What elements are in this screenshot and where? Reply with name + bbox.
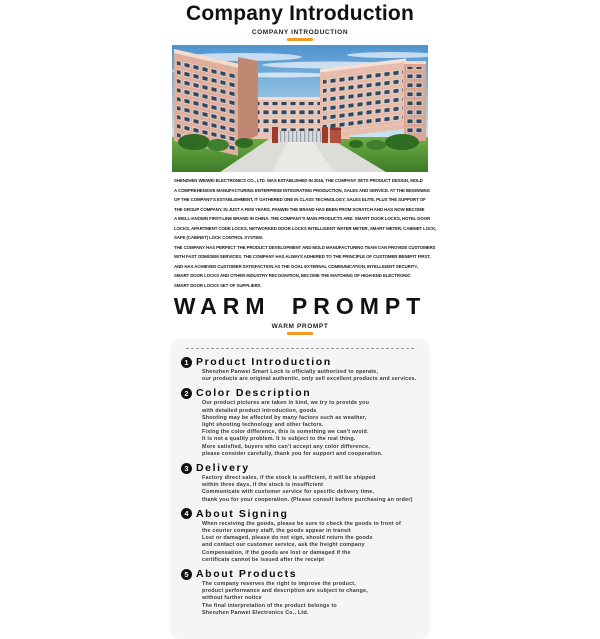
body-line: our products are original authentic, only sell excellent products and services. — [202, 376, 417, 383]
intro-line: AND HAS ACHIEVED CUSTOMER SATISFACTION AS THE GOAL EXTERNAL COMMUNICATION, INTELLIGENT SECURITY, — [174, 263, 418, 269]
body-line: certificate cannot be issued after the receipt — [202, 556, 325, 563]
factory-photo-illustration — [172, 45, 428, 172]
intro-line: LOCKS, APARTMENT CODE LOCKS, NETWORKED DOOR LOCKS INTELLIGENT WATER METER, SMART METER, CABINET LOCK, — [174, 225, 437, 231]
body-line: More satisfied, buyers who can't accept any color difference, — [202, 443, 371, 450]
prompt-item-about-signing — [176, 508, 424, 564]
numbered-circle-icon: 1 — [181, 357, 192, 368]
dashed-divider — [186, 348, 414, 349]
body-line: Communicate with customer service for specific delivery time, — [202, 489, 375, 496]
body-line: Lost or damaged, please do not sign, should return the goods — [202, 535, 373, 542]
intro-line: THE GROUP COMPANY, IN JUST A FEW YEARS, PANWEI THE BRAND HAS BEEN FROM SCRATCH AND HAS NOW BECOME — [174, 206, 425, 212]
intro-line: A COMPREHENSIVE MANUFACTURING ENTERPRISE INTEGRATING PRODUCTION, SALES AND SERVICE. AT THE BEGINNING — [174, 187, 430, 193]
intro-line: SMART DOOR LOCKS SET OF SUPPLIERS — [174, 282, 261, 288]
body-line: thank you for your cooperation. (Please consult before purchasing an order) — [202, 496, 413, 503]
body-line: Shenzhen Panwei Electronics Co., Ltd. — [202, 609, 309, 616]
body-line: please consider carefully, thank you for support and cooperation. — [202, 450, 383, 457]
body-line: the courier company staff, the goods appear in transit — [202, 528, 351, 535]
right-building — [320, 58, 406, 139]
prompt-item-color-description — [176, 387, 424, 458]
numbered-circle-icon: 5 — [181, 569, 192, 580]
body-line: The final interpretation of the product belongs to — [202, 602, 337, 609]
body-line: and contact our customer service, ask the freight company — [202, 542, 365, 549]
body-line: within three days, if the stock is insufficient — [202, 482, 324, 489]
prompt-item-product-introduction — [176, 356, 424, 383]
item-heading: Product Introduction — [196, 356, 332, 368]
body-line: The company reserves the right to improve the product, — [202, 581, 356, 588]
body-line: It is not a quality problem. It is subject to the real thing. — [202, 436, 356, 443]
intro-line: THE COMPANY HAS PERFECT THE PRODUCT DEVELOPMENT AND MOLD MANUFACTURING TEAM CAN PROVIDE CUSTOMERS — [174, 244, 436, 250]
numbered-circle-icon: 4 — [181, 508, 192, 519]
warm-prompt-subtitle: WARM PROMPT — [271, 323, 329, 330]
intro-line: SMART DOOR LOCKS AND OTHER INDUSTRY RECOGNITION, BECOME THE MATCHING OF HIGH-END ELECTRONIC — [174, 273, 411, 278]
prompt-item-about-products — [176, 568, 424, 617]
intro-line: A WELL-KNOWN FIRST-LINE BRAND IN CHINA. THE COMPANY'S MAIN PRODUCTS ARE: SMART DOOR LOCKS, HOTEL DOOR — [174, 216, 431, 221]
body-line: Factory direct sales, if the stock is sufficient, it will be shipped — [202, 475, 376, 482]
factory-photo — [172, 45, 428, 172]
body-line: Fixing the color difference, this is something we can't avoid. — [202, 429, 369, 436]
item-heading: Delivery — [196, 462, 250, 475]
body-line: Shenzhen Panwei Smart Lock is officially authorized to operate, — [202, 369, 379, 375]
page-title: Company Introduction — [186, 2, 414, 25]
body-line: without further notice — [202, 595, 262, 602]
body-line: Shooting may be affected by many factors such as weather, — [202, 414, 367, 421]
intro-line: SHENZHEN WEIWEI ELECTRONICS CO., LTD. WAS ESTABLISHED IN 2016, THE COMPANY SETS PRODUCT DESIGN, MOLD — [174, 178, 423, 183]
right-tower — [404, 61, 426, 141]
body-line: with detailed product introduction, goods — [202, 407, 317, 414]
item-heading: Color Description — [196, 387, 312, 400]
body-line: product performance and description are subject to change, — [202, 588, 368, 595]
warm-prompt-title: WARM PROMPT — [173, 293, 427, 319]
warm-prompt-panel — [170, 339, 430, 639]
body-line: Compensation, if the goods are lost or damaged if the — [202, 549, 351, 556]
item-heading: About Signing — [196, 507, 289, 520]
accent-underline — [287, 38, 313, 41]
body-line: light shooting technology and other factors. — [202, 422, 324, 429]
numbered-circle-icon: 3 — [181, 463, 192, 474]
prompt-item-delivery — [176, 462, 424, 504]
left-building-side — [238, 57, 258, 145]
body-line: Our product pictures are taken in kind, we try to provide you — [202, 400, 370, 407]
accent-underline — [287, 332, 313, 335]
intro-line: SAFE (CABINET) LOCK CONTROL SYSTEM. — [174, 235, 263, 240]
page-subtitle: COMPANY INTRODUCTION — [251, 29, 349, 36]
intro-line: WITH FAST ODM/OEM SERVICES. THE COMPANY HAS ALWAYS ADHERED TO THE PRINCIPLE OF CUSTOMER BENEFIT FIRST, — [174, 254, 431, 259]
item-heading: About Products — [196, 568, 298, 581]
body-line: When receiving the goods, please be sure to check the goods in front of — [202, 520, 402, 527]
numbered-circle-icon: 2 — [181, 388, 192, 399]
intro-line: OF THE COMPANY'S ESTABLISHMENT, IT GATHERED ONE IN CLASS TECHNOLOGY, SALES ELITE, PLUS THE SUPPORT OF — [174, 197, 426, 202]
company-intro-paragraph — [174, 176, 437, 290]
